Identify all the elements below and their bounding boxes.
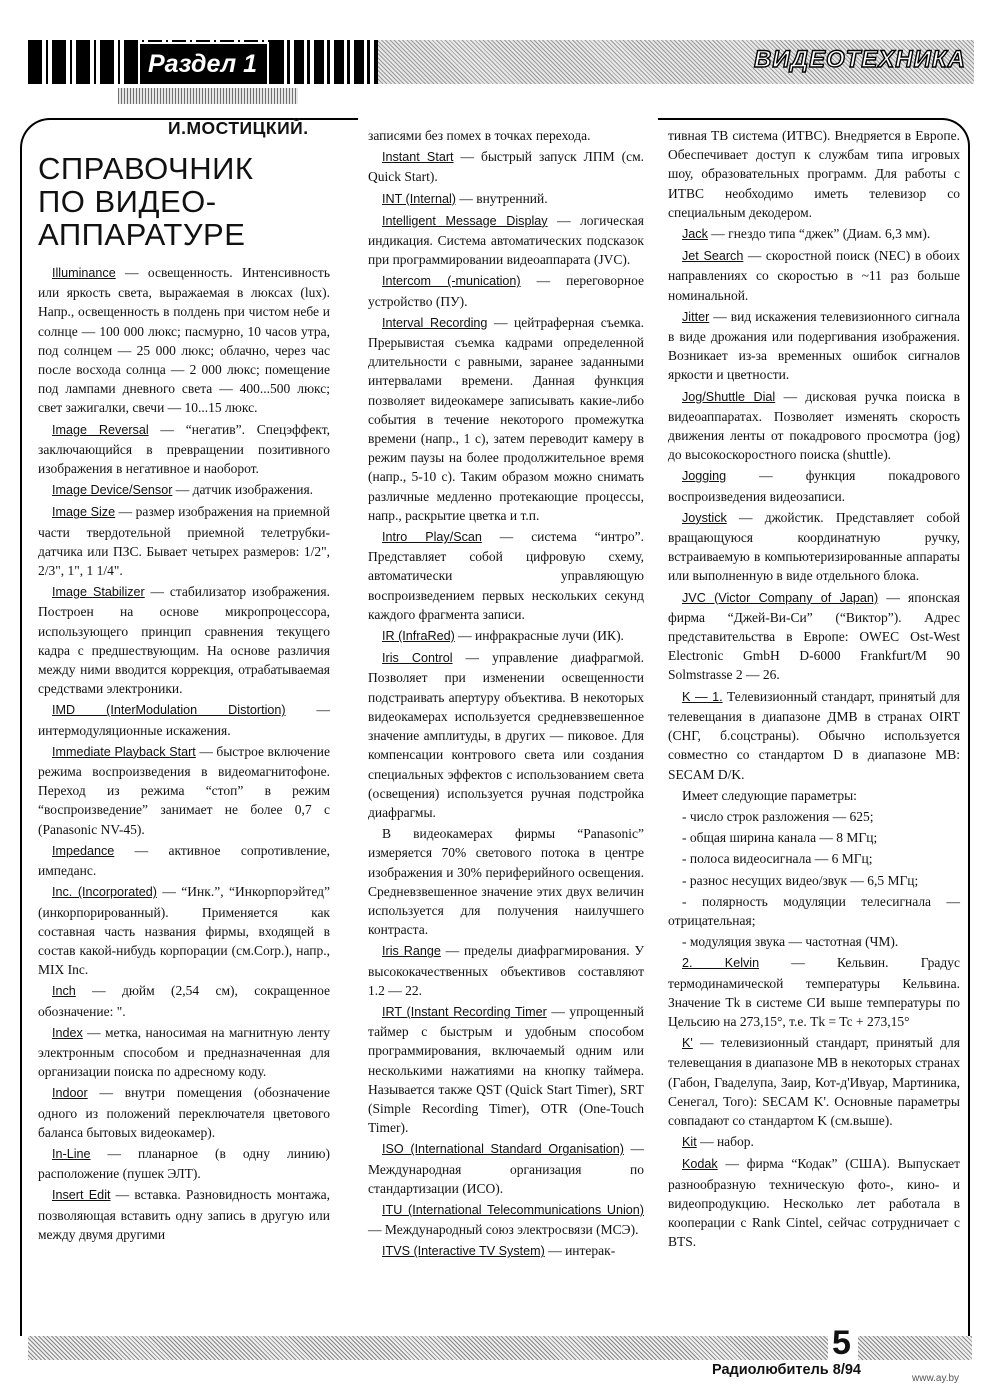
footer-halftone-right	[858, 1336, 972, 1360]
entry-definition: — интерак-	[544, 1243, 616, 1259]
entry-term: Illuminance	[52, 266, 116, 280]
entry-term: JVC (Victor Company of Japan)	[682, 590, 879, 605]
dictionary-entry	[368, 1139, 644, 1198]
dictionary-entry	[368, 824, 644, 939]
dictionary-entry	[368, 126, 644, 145]
entry-term: IRT (Instant Recording Timer	[382, 1004, 547, 1019]
watermark: www.ay.by	[912, 1373, 960, 1384]
entry-definition: — логическая индикация. Система автоматических подсказок при программировании видеоаппарата (JVC).	[368, 212, 644, 268]
section-title: ВИДЕОТЕХНИКА	[754, 46, 966, 73]
dictionary-entry	[668, 387, 960, 465]
entry-definition: — Кельвин. Градус термодинамической температуры Кельвина. Значение Tk в системе СИ выше температуры по Цельсию на 273,15°, т.е. Tk = Tc + 273,15°	[668, 955, 960, 1029]
entry-definition: — инфракрасные лучи (ИК).	[454, 628, 624, 644]
entry-term: ITU (International Telecommunications Union)	[382, 1202, 644, 1217]
magazine-issue: Радиолюбитель 8/94	[712, 1362, 861, 1378]
dictionary-entry	[38, 1144, 330, 1183]
entry-definition: — датчик изображения.	[172, 482, 314, 498]
entry-definition: - полярность модуляции телесигнала — отрицательная;	[668, 893, 960, 928]
dictionary-entry	[668, 932, 960, 951]
entry-definition: записями без помех в точках перехода.	[368, 128, 591, 143]
dictionary-entry	[368, 147, 644, 186]
entry-term: In-Line	[52, 1146, 91, 1161]
dictionary-entry	[668, 1132, 960, 1152]
dictionary-entry	[38, 1083, 330, 1142]
entry-term: Kit	[682, 1135, 697, 1150]
dictionary-entry	[38, 582, 330, 698]
dictionary-entry	[38, 700, 330, 739]
text-column-2	[368, 126, 644, 1264]
dictionary-entry	[668, 871, 960, 890]
entry-definition: — стабилизатор изображения. Построен на основе микропроцессора, использующего принцип сравнения текущего кадра с предшествующим. На основе различия между ними вводится коррекция, отрабатываемая средствами электроники.	[38, 584, 330, 697]
entry-definition: — функция покадрового воспроизведения видеозаписи.	[668, 468, 960, 504]
entry-term: Image Reversal	[52, 422, 149, 437]
entry-definition: — система “интро”. Представляет собой цифровую схему, автоматически управляющую воспроизведением первых нескольких секунд каждого фрагмента записи.	[368, 529, 644, 622]
entry-term: Index	[52, 1025, 83, 1040]
dictionary-entry	[368, 313, 644, 525]
entry-term: Kodak	[682, 1157, 718, 1172]
entry-definition: - полоса видеосигнала — 6 МГц;	[682, 851, 873, 867]
entry-term: IR (InfraRed)	[382, 629, 455, 644]
entry-term: Inc. (Incorporated)	[52, 885, 157, 900]
entry-definition: — дюйм (2,54 см), сокращенное обозначение: ".	[38, 983, 330, 1019]
entry-term: Iris Control	[382, 651, 453, 666]
entry-term: Image Device/Sensor	[52, 483, 173, 498]
entry-definition: — переговорное устройство (ПУ).	[368, 273, 644, 309]
footer-halftone	[28, 1336, 828, 1360]
dictionary-entry	[668, 892, 960, 930]
dictionary-entry	[368, 527, 644, 624]
entry-term: Jogging	[682, 469, 727, 484]
dictionary-entry	[668, 246, 960, 305]
entry-definition: Имеет следующие параметры:	[682, 787, 857, 803]
section-label: Раздел 1	[138, 42, 269, 86]
entry-definition: - общая ширина канала — 8 МГц;	[682, 830, 878, 846]
entry-definition: — “Инк.”, “Инкорпорэйтед” (инкорпорированный). Применяется как составная часть названия фирмы, входящей в состав какой-нибудь корпорации (см.Corp.), напр., MIX Inc.	[38, 884, 330, 978]
entry-definition: — размер изображения на приемной части твердотельной приемной телетрубки-датчика или ПЗС. Бывает четырех размеров: 1/2", 2/3", 1", 1 1/4".	[38, 504, 330, 579]
entry-term: Inch	[52, 984, 76, 999]
dictionary-entry	[38, 1185, 330, 1244]
dictionary-entry	[38, 981, 330, 1020]
entry-definition: — японская фирма “Джей-Ви-Си” (“Виктор”). Адрес представительства в Европе: OWEC Ost-West Electronic GmbH D-6000 Frankfurt/M 90 Solmstrasse 2 — 26.	[668, 589, 960, 683]
entry-term: K'	[682, 1036, 693, 1051]
header-substrip	[118, 88, 298, 104]
dictionary-entry	[38, 480, 330, 500]
entry-definition: — упрощенный таймер с быстрым и удобным способом программирования, включаемый одним или несколькими нажатиями на кнопку таймера. Называется также QST (Quick Start Timer), SRT (Simple Recording Timer), OTR (One-Touch Timer).	[368, 1003, 645, 1136]
dictionary-entry	[368, 1200, 644, 1239]
entry-term: Immediate Playback Start	[52, 744, 196, 759]
entry-term: K — 1.	[682, 689, 723, 704]
article-title: СПРАВОЧНИК ПО ВИДЕО- АППАРАТУРЕ	[38, 151, 254, 252]
entry-term: Insert Edit	[52, 1188, 111, 1203]
dictionary-entry	[38, 502, 330, 580]
dictionary-entry	[668, 807, 960, 826]
dictionary-entry	[368, 626, 644, 646]
entry-definition: — набор.	[696, 1134, 754, 1150]
author-name: И.МОСТИЦКИЙ.	[168, 118, 309, 138]
entry-term: Jog/Shuttle Dial	[682, 389, 776, 404]
entry-definition: — метка, наносимая на магнитную ленту электронным способом и предназначенная для организации поиска по адресному коду.	[38, 1024, 330, 1080]
dictionary-entry	[38, 882, 330, 979]
text-column-3	[668, 126, 960, 1253]
entry-definition: тивная ТВ система (ИТВС). Внедряется в Европе. Обеспечивает доступ к службам типа игровых шоу, образовательных программ. Для работы с ИТВС необходимо иметь телевизор со специальным декодером.	[668, 128, 960, 220]
dictionary-entry	[668, 687, 960, 784]
entry-definition: — Международный союз электросвязи (МСЭ).	[368, 1222, 639, 1238]
entry-definition: — цейтраферная съемка. Прерывистая съемка кадрами определенной длительности с равными, заранее заданными интервалами времени. Данная функция позволяет видеокамере записывать какие-либо события в течение некоторого промежутка времени (напр., 1 с), затем переводит камеру в режим паузы на более продолжительное время (напр., 5-10 с). Таким образом можно снимать различные медленно протекающие процессы, напр., раскрытие цветка и т.п.	[368, 314, 644, 523]
dictionary-entry	[38, 742, 330, 839]
entry-definition: — пределы диафрагмирования. У высококачественных объективов составляют 1.2 — 22.	[368, 943, 645, 998]
entry-term: Interval Recording	[382, 315, 488, 330]
entry-term: Intro Play/Scan	[382, 530, 482, 545]
entry-term: Jitter	[682, 309, 710, 324]
dictionary-entry	[668, 508, 960, 586]
entry-term: Instant Start	[382, 150, 454, 165]
entry-term: Image Stabilizer	[52, 585, 145, 600]
dictionary-entry	[668, 224, 960, 244]
entry-definition: - разнос несущих видео/звук — 6,5 МГц;	[682, 872, 919, 888]
entry-definition: Телевизионный стандарт, принятый для телевещания в диапазоне ДМВ в странах OIRT (СНГ, б.соцстраны). Обычно используется совместно со стандартом D в диапазоне MB: SECAM D/K.	[668, 688, 960, 782]
dictionary-entry	[368, 1002, 644, 1137]
entry-term: IMD (InterModulation Distortion)	[52, 703, 286, 718]
entry-definition: — управление диафрагмой. Позволяет при изменении освещенности подстраивать апертуру объектива. В некоторых видеокамерах используется средневзвешенное значение амплитуды, в других — пиковое. Для компенсации контрового света или создания специальных эффектов с использованием света (освещения) используется ручная подстройка диафрагмы.	[368, 650, 644, 820]
dictionary-entry	[668, 786, 960, 805]
dictionary-entry	[668, 588, 960, 685]
entry-definition: — гнездо типа “джек” (Диам. 6,3 мм).	[707, 226, 931, 242]
entry-definition: — скоростной поиск (NEC) в обоих направлениях со скоростью в ~11 раз больше номинальной.	[668, 248, 960, 303]
entry-term: Joystick	[682, 510, 727, 525]
entry-term: INT (Internal)	[382, 191, 456, 206]
entry-definition: — джойстик. Представляет собой вращающуюся координатную ручку, встраиваемую в компьютеризированные аппараты или выполненную в виде отдельного блока.	[668, 509, 960, 584]
entry-definition: В видеокамерах фирмы “Panasonic” измеряется 70% светового потока в центре изображения и 30% периферийного освещения. Средневзвешенное значение этих двух величин используется для получения наилучшего контраста.	[368, 826, 644, 938]
header-halftone	[378, 40, 974, 84]
entry-definition: — вид искажения телевизионного сигнала в виде дрожания или подергивания изображения. Возникает из-за временных ошибок сигналов яркости и цветности.	[668, 308, 960, 383]
dictionary-entry	[668, 849, 960, 868]
entry-definition: — Международная организация по стандартизации (ИСО).	[368, 1141, 645, 1196]
dictionary-entry	[38, 420, 330, 479]
dictionary-entry	[668, 828, 960, 847]
entry-definition: — быстрый запуск ЛПМ (см. Quick Start).	[368, 149, 644, 185]
dictionary-entry	[38, 263, 330, 418]
entry-term: Impedance	[52, 843, 115, 858]
entry-term: Intercom (-munication)	[382, 274, 521, 289]
entry-definition: — освещенность. Интенсивность или яркость света, выражаемая в люксах (lux). Напр., освещенность в полдень при чистом небе и солнце — 100 000 люкс; пасмурно, 10 часов утра, под солнцем — 25 000 люкс; облачно, через час после восхода солнца — 2 000 люкс; помещение под лампами дневного света — 400...500 люкс; свет зажигалки, свечи — 10...15 люкс.	[38, 265, 330, 416]
entry-term: 2. Kelvin	[682, 956, 760, 971]
entry-definition: — вставка. Разновидность монтажа, позволяющая вставить одну запись в другую или между двумя другими	[38, 1187, 331, 1242]
entry-definition: — внутри помещения (обозначение одного из положений переключателя цветового баланса бытовых видеокамер).	[38, 1085, 330, 1140]
entry-definition: — активное сопротивление, импеданс.	[38, 842, 330, 879]
entry-definition: - число строк разложения — 625;	[682, 808, 874, 824]
dictionary-entry	[368, 189, 644, 209]
entry-definition: — телевизионный стандарт, принятый для телевещания в диапазоне MB в некоторых странах (Габон, Гваделупа, Заир, Кот-д'Ивуар, Мартиника, Сенегал, Того): SECAM K'. Основные параметры совпадают со стандартом K (см.выше).	[668, 1035, 960, 1128]
page-number: 5	[832, 1324, 851, 1362]
dictionary-entry	[368, 211, 644, 270]
entry-definition: - модуляция звука — частотная (ЧМ).	[682, 934, 899, 950]
dictionary-entry	[368, 648, 644, 822]
entry-definition: — дисковая ручка поиска в видеоаппаратах. Позволяет изменять скорость движения ленты от покадрового просмотра (jog) до высокоскоростного поиска (shuttle).	[668, 388, 960, 463]
entry-definition: — планарное (в одну линию) расположение (пушек ЭЛТ).	[38, 1145, 330, 1182]
entry-term: ISO (International Standard Organisation)	[382, 1142, 624, 1157]
entry-term: Intelligent Message Display	[382, 213, 548, 228]
entry-term: ITVS (Interactive TV System)	[382, 1244, 545, 1259]
entry-term: Jack	[682, 227, 708, 242]
entry-definition: — фирма “Кодак” (США). Выпускает разнообразную техническую фото-, кино- и видеопродукцию. Несколько лет работала в кооперации с Rank Cintel, сейчас сотрудничает с BTS.	[668, 1156, 960, 1250]
dictionary-entry	[38, 1023, 330, 1082]
entry-term: Jet Search	[682, 249, 744, 264]
dictionary-entry	[668, 953, 960, 1031]
dictionary-entry	[368, 1241, 644, 1261]
dictionary-entry	[668, 126, 960, 222]
entry-definition: — внутренний.	[455, 190, 548, 206]
dictionary-entry	[368, 271, 644, 310]
entry-term: Indoor	[52, 1086, 88, 1101]
dictionary-entry	[668, 1154, 960, 1251]
entry-term: Image Size	[52, 505, 116, 520]
page-header	[28, 38, 974, 88]
dictionary-entry	[368, 941, 644, 1000]
entry-definition: — “негатив”. Спецэффект, заключающийся в превращении позитивного изображения в негативное и наоборот.	[38, 421, 330, 477]
dictionary-entry	[668, 307, 960, 385]
dictionary-entry	[38, 841, 330, 880]
dictionary-entry	[668, 466, 960, 505]
entry-definition: — интермодуляционные искажения.	[38, 702, 330, 738]
text-column-1	[38, 263, 330, 1246]
entry-term: Iris Range	[382, 944, 441, 959]
entry-definition: — быстрое включение режима воспроизведения в видеомагнитофоне. Переход из режима “стоп” в режим “воспроизведение” занимает не более 0,7 с (Panasonic NV-45).	[38, 743, 330, 837]
dictionary-entry	[668, 1033, 960, 1130]
header-stripes-right	[274, 40, 378, 84]
